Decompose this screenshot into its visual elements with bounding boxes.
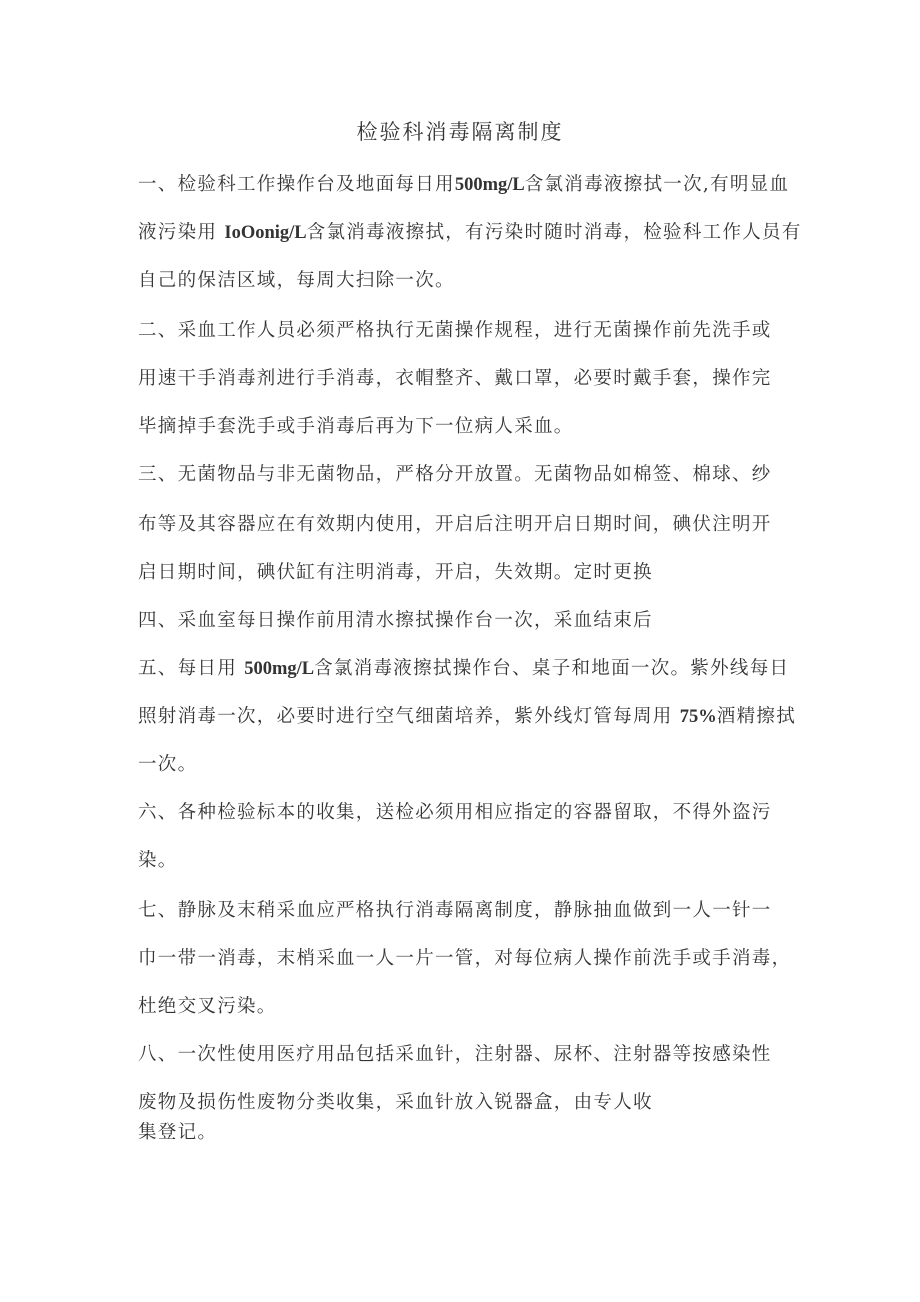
text-line: 四、采血室每日操作前用清水擦拭操作台一次，采血结束后 — [138, 610, 653, 631]
text-line: 巾一带一消毒，末梢采血一人一片一管，对每位病人操作前洗手或手消毒， — [138, 948, 792, 969]
text-line: 六、各种检验标本的收集，送检必须用相应指定的容器留取，不得外盗污 — [138, 802, 772, 823]
text-line: 废物及损伤性废物分类收集，采血针放入锐器盒，由专人收 — [138, 1092, 653, 1113]
text-line: 二、采血工作人员必须严格执行无菌操作规程，进行无菌操作前先洗手或 — [138, 320, 772, 341]
text-line — [138, 654, 789, 680]
text-line: 染。 — [138, 850, 178, 871]
text-span: 含氯消毒液擦拭，有污染时随时消毒，检验科工作人员有 — [306, 222, 802, 243]
text-span: 含氯消毒液擦拭一次,有明显血 — [524, 174, 790, 195]
text-line: 一次。 — [138, 754, 198, 775]
text-span: 含氯消毒液擦拭操作台、桌子和地面一次。紫外线每日 — [314, 658, 790, 679]
text-span: 液污染用 — [138, 222, 218, 243]
text-span: 照射消毒一次，必要时进行空气细菌培养，紫外线灯管每周用 — [138, 706, 673, 727]
text-line: 用速干手消毒剂进行手消毒，衣帽整齐、戴口罩，必要时戴手套，操作完 — [138, 368, 772, 389]
text-line: 毕摘掉手套洗手或手消毒后再为下一位病人采血。 — [138, 416, 574, 437]
text-span: 一、检验科工作操作台及地面每日用 — [138, 174, 455, 195]
text-line — [138, 170, 789, 196]
text-line: 启日期时间，碘伏缸有注明消毒，开启，失效期。定时更换 — [138, 562, 653, 583]
text-line — [138, 702, 796, 728]
concentration-value: IoOonig/L — [224, 223, 307, 243]
text-line: 布等及其容器应在有效期内使用，开启后注明开启日期时间，碘伏注明开 — [138, 514, 772, 535]
document-title: 检验科消毒隔离制度 — [356, 120, 564, 144]
text-line: 自己的保洁区域，每周大扫除一次。 — [138, 270, 455, 291]
text-line — [138, 218, 802, 244]
text-span: 酒精擦拭 — [716, 706, 796, 727]
text-line: 杜绝交叉污染。 — [138, 996, 277, 1017]
concentration-value: 500mg/L — [244, 659, 315, 679]
text-line: 三、无菌物品与非无菌物品，严格分开放置。无菌物品如棉签、棉球、纱 — [138, 464, 772, 485]
text-line: 七、静脉及末稍采血应严格执行消毒隔离制度，静脉抽血做到一人一针一 — [138, 900, 772, 921]
concentration-value: 500mg/L — [454, 175, 525, 195]
text-line: 集登记。 — [138, 1122, 218, 1143]
text-line: 八、一次性使用医疗用品包括采血针，注射器、尿杯、注射器等按感染性 — [138, 1044, 772, 1065]
text-span: 五、每日用 — [138, 658, 238, 679]
concentration-value: 75% — [679, 707, 717, 727]
